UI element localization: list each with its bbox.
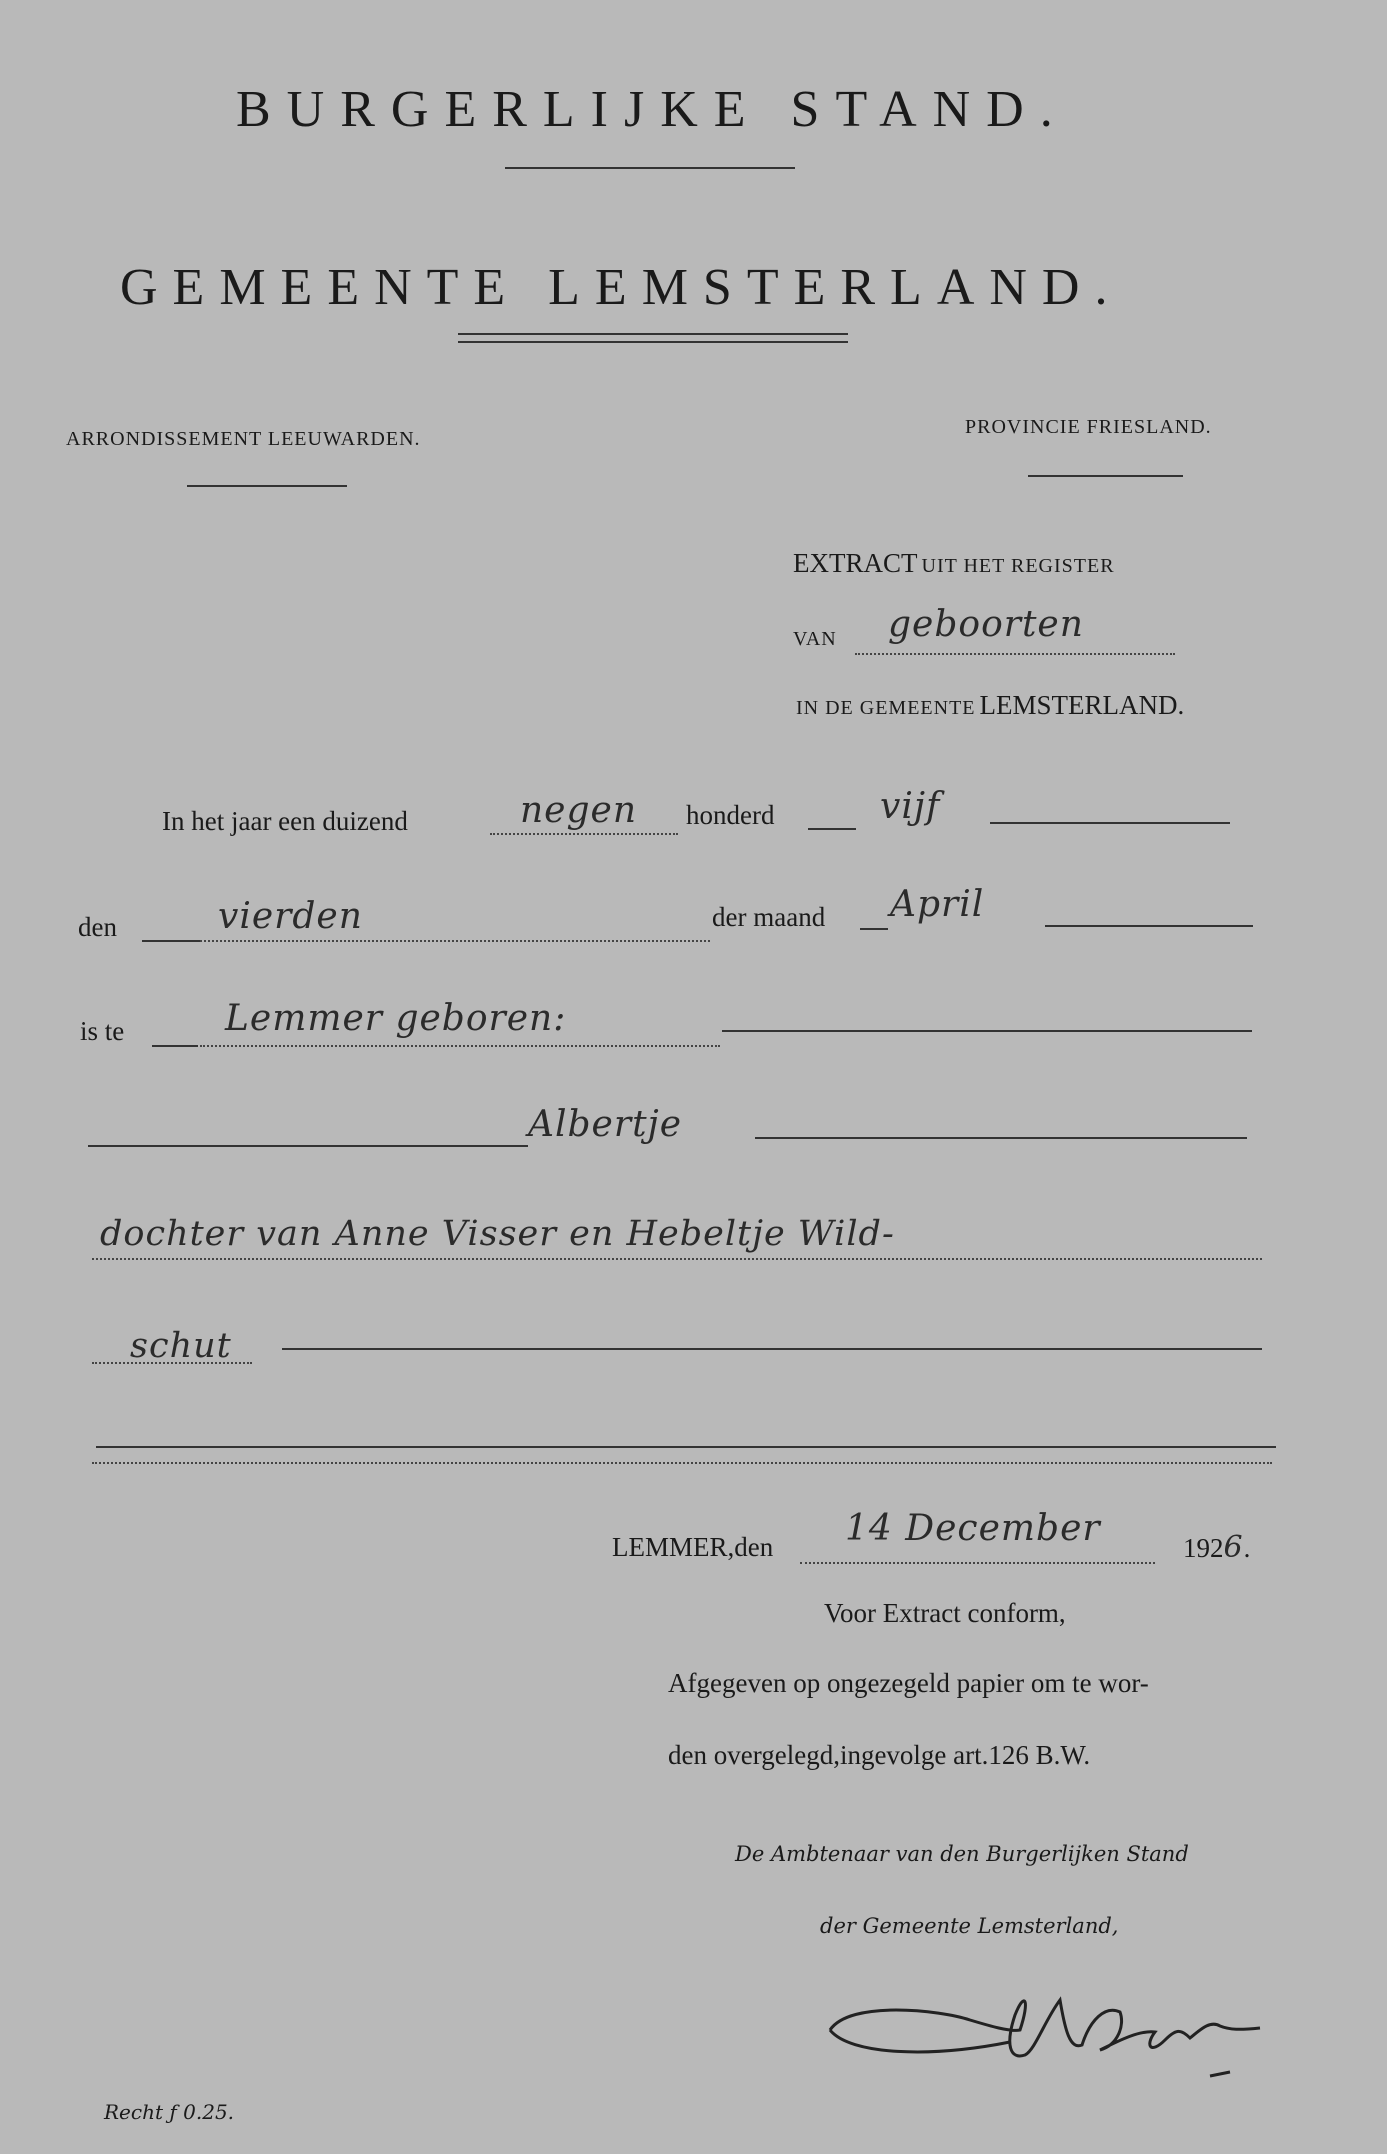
gemeente-line [796, 690, 1184, 721]
year-units-value: vijf [880, 786, 941, 827]
van-label: VAN [793, 628, 837, 650]
note-line-2: den overgelegd,ingevolge art.126 B.W. [668, 1740, 1091, 1770]
register-type-value: geboorten [888, 604, 1084, 645]
official-signature [820, 1960, 1300, 2100]
place-value: Lemmer geboren: [225, 998, 567, 1039]
provincie-label: PROVINCIE FRIESLAND. [965, 416, 1212, 438]
place-end-line [722, 1030, 1252, 1032]
arrondissement-underline [187, 485, 347, 487]
month-fill-line [1045, 925, 1253, 927]
month-dash [860, 928, 888, 930]
parents-line-2: schut [130, 1326, 232, 1366]
closing-rule-top [96, 1446, 1276, 1448]
voor-extract-conform: Voor Extract conform, [824, 1598, 1066, 1628]
year-prefix-text: In het jaar een duizend [162, 806, 408, 836]
parents-line-1: dochter van Anne Visser en Hebeltje Wild- [100, 1214, 895, 1254]
honderd-label: honderd [686, 800, 775, 830]
lemsterland-word: LEMSTERLAND. [979, 690, 1185, 720]
arrondissement-label: ARRONDISSEMENT LEEUWARDEN. [66, 428, 421, 450]
name-line-left [88, 1145, 528, 1147]
den-label: den [78, 912, 117, 942]
day-value: vierden [218, 896, 363, 937]
issue-year [1183, 1530, 1250, 1565]
extract-word: EXTRACT [793, 548, 918, 578]
name-line-right [755, 1137, 1247, 1139]
day-dash [142, 940, 200, 942]
header-double-rule-top [458, 333, 848, 335]
provincie-underline [1028, 475, 1183, 477]
issue-year-printed: 192 [1183, 1533, 1224, 1563]
month-value: April [890, 884, 985, 925]
year-units-fill-line [990, 822, 1230, 824]
header-title-burgerlijke-stand: BURGERLIJKE STAND. [236, 81, 1069, 138]
note-line-1: Afgegeven op ongezegeld papier om te wor- [668, 1668, 1149, 1698]
place-dash [152, 1045, 198, 1047]
issue-year-period: . [1243, 1533, 1251, 1563]
der-maand-label: der maand [712, 902, 826, 932]
child-name-value: Albertje [528, 1104, 683, 1145]
official-title-line-1: De Ambtenaar van den Burgerlijken Stand [735, 1842, 1189, 1866]
place-fill-line [200, 1045, 720, 1047]
parents-line-2-fill [92, 1362, 252, 1364]
parents-line-1-fill [92, 1258, 1262, 1260]
extract-title-line [793, 548, 1115, 579]
is-te-label: is te [80, 1016, 125, 1046]
year-hundreds-value: negen [520, 790, 638, 831]
closing-rule-bottom [92, 1462, 1272, 1464]
place-date-label: LEMMER,den [612, 1532, 774, 1562]
header-double-rule-bottom [458, 341, 848, 343]
parents-line-2-end [282, 1348, 1262, 1350]
official-title-line-2: der Gemeente Lemsterland, [820, 1914, 1119, 1938]
header-divider-1 [505, 167, 795, 169]
in-de-gemeente-text: IN DE GEMEENTE [796, 697, 976, 719]
van-fill-line [855, 653, 1175, 655]
fee-label: Recht ƒ 0.25. [104, 2100, 235, 2124]
year-units-dash [808, 828, 856, 830]
issue-date-value: 14 December [845, 1508, 1101, 1549]
day-fill-line [200, 940, 710, 942]
extract-register-text: UIT HET REGISTER [921, 555, 1115, 577]
header-title-gemeente: GEMEENTE LEMSTERLAND. [120, 259, 1123, 316]
year-hundreds-fill-line [490, 833, 678, 835]
issue-date-fill-line [800, 1562, 1155, 1564]
issue-year-handwritten: 6 [1223, 1530, 1244, 1565]
